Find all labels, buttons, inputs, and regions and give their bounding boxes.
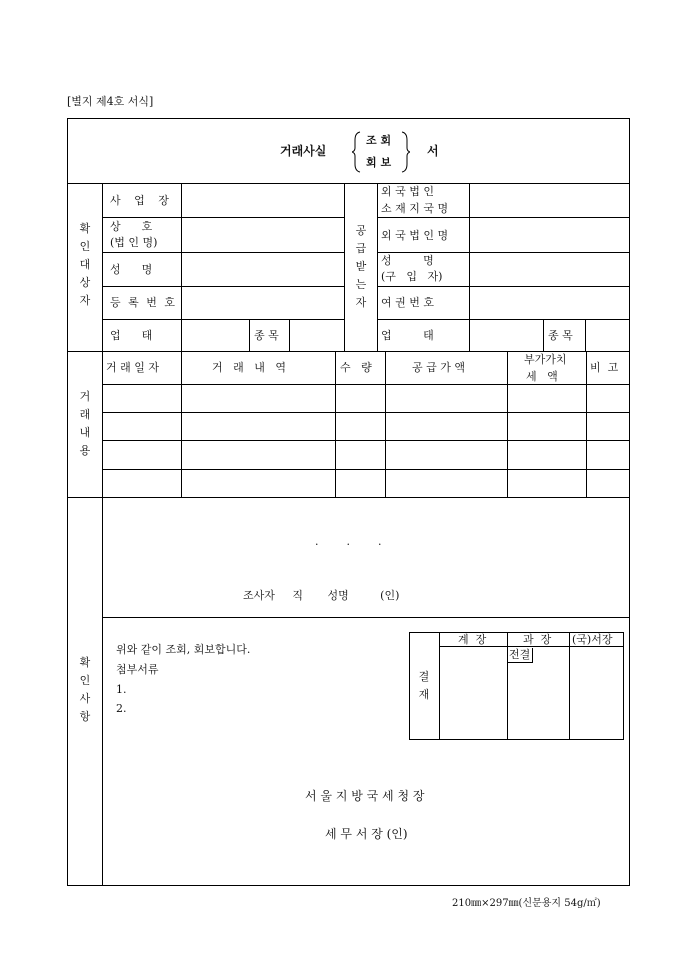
issuing-office: 서 울 지 방 국 세 청 장 <box>305 789 425 803</box>
label-foreign-corp: 외 국 법 인 <box>381 185 434 198</box>
label-business-item: 종 목 <box>254 329 279 342</box>
label-buyer-name: 성 명 <box>381 254 434 267</box>
header-details: 거 래 내 역 <box>212 361 286 374</box>
attachment-item-1: 1. <box>116 683 127 696</box>
date-dots: . . . <box>315 535 382 548</box>
header-date: 거 래 일 자 <box>106 361 159 374</box>
title-main: 거래사실 <box>280 144 327 158</box>
label-country: 소 재 지 국 명 <box>381 202 449 215</box>
form-frame <box>67 118 630 886</box>
approval-section-chief: 과 장 <box>523 633 552 646</box>
attachments-label: 첨부서류 <box>116 663 159 676</box>
label-corp-name: (법 인 명) <box>110 236 158 249</box>
approval-chief-clerk: 계 장 <box>458 633 487 646</box>
header-quantity: 수 량 <box>340 361 372 374</box>
divider-party <box>67 351 630 352</box>
divider-investigation <box>102 617 630 618</box>
header-vat-2: 세 액 <box>526 370 558 383</box>
label-supplier-business-type: 업 태 <box>381 329 434 342</box>
header-supply-amount: 공 급 가 액 <box>412 361 465 374</box>
confirm-statement: 위와 같이 조회, 회보합니다. <box>116 643 251 656</box>
title-option-1: 조 회 <box>366 134 392 147</box>
title-option-2: 회 보 <box>366 156 392 169</box>
label-supplier-business-item: 종 목 <box>548 329 573 342</box>
label-column-line <box>102 183 103 886</box>
label-passport: 여 권 번 호 <box>381 296 434 309</box>
paper-spec: 210㎜×297㎜(신문용지 54g/㎡) <box>452 898 601 909</box>
approval-label: 결 재 <box>418 670 430 701</box>
divider-title <box>67 183 630 184</box>
divider-transactions <box>67 497 630 498</box>
investigator-signature: 조사자 직 성명 (인) <box>243 589 400 602</box>
title-suffix: 서 <box>427 144 439 158</box>
supplier-section-label: 공 급 받 는 자 <box>355 224 367 309</box>
label-trade-name: 상 호 <box>110 220 153 233</box>
approval-director: (국)서장 <box>572 633 613 646</box>
transactions-section-label: 거 래 내 용 <box>79 390 91 457</box>
label-business-place: 사 업 장 <box>110 194 174 207</box>
label-buyer: (구 입 자) <box>381 270 443 283</box>
label-name: 성 명 <box>110 263 153 276</box>
label-foreign-corp-name: 외 국 법 인 명 <box>381 229 449 242</box>
label-business-type: 업 태 <box>110 329 153 342</box>
approval-stamp: 전결 <box>508 648 533 663</box>
header-vat-1: 부가가치 <box>524 353 567 366</box>
form-label: [별지 제4호 서식] <box>67 95 154 108</box>
confirm-target-section-label: 확 인 대 상 자 <box>79 222 91 307</box>
confirm-items-section-label: 확 인 사 항 <box>79 656 91 723</box>
tax-office-chief: 세 무 서 장 (인) <box>325 827 408 841</box>
attachment-item-2: 2. <box>116 702 127 715</box>
label-reg-number: 등 록 번 호 <box>110 296 177 309</box>
header-remarks: 비 고 <box>590 361 619 374</box>
